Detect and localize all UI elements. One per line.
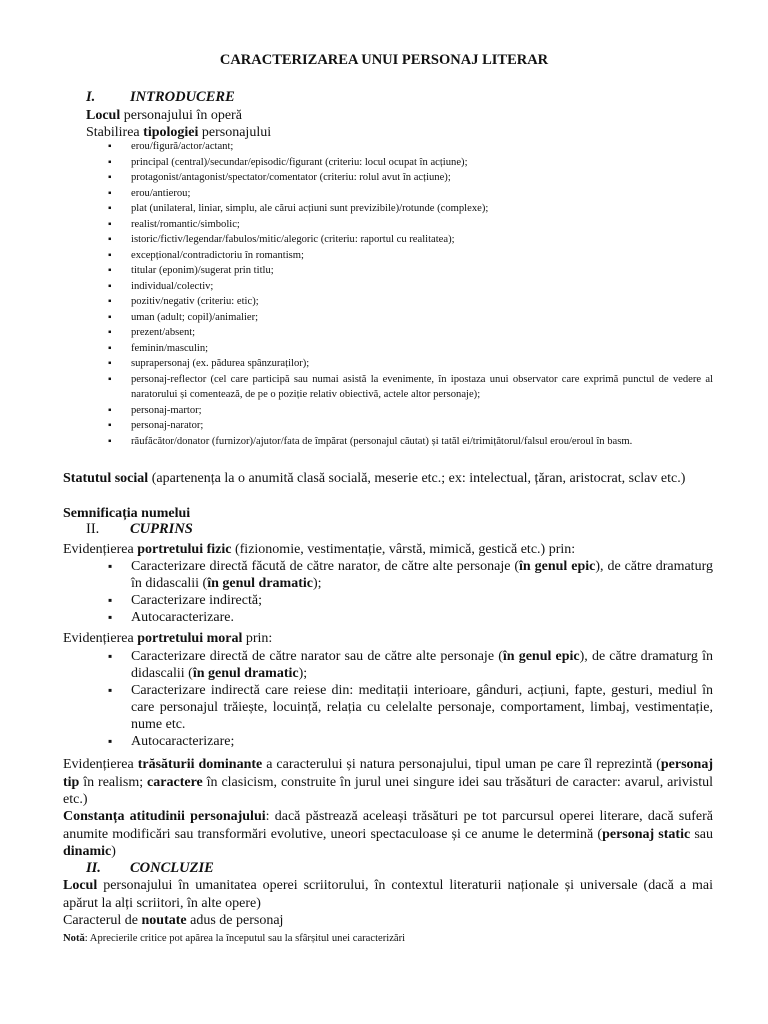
text-run: : Aprecierile critice pot apărea la începutul sau la sfârșitul unei caracterizări (84, 933, 406, 944)
text-run: Caracterizare directă făcută de către narator, de către alte personaje ( (131, 559, 520, 574)
text-bold: dinamic (63, 844, 112, 859)
moral-bold: portretului moral (137, 631, 243, 646)
locul-rest: personajului în operă (120, 108, 242, 123)
concluzie-paragraph (63, 877, 713, 912)
section-number-concluzie: II. (86, 860, 101, 876)
statut-rest: (apartenența la o anumită clasă socială, meserie etc.; ex: intelectual, țăran, aristocrat, sclav etc.) (148, 471, 686, 486)
section-heading-intro: INTRODUCERE (130, 89, 235, 105)
text-run: ); (312, 576, 322, 591)
text-bold: personaj tip (63, 757, 713, 790)
list-item: ▪ erou/antierou; (108, 186, 713, 202)
list-item: ▪ Caracterizare indirectă; (108, 592, 713, 609)
semnificatia-numelui: Semnificația numelui (63, 506, 191, 521)
list-item: ▪ personaj-reflector (cel care participă sau numai asistă la evenimente, în ipostaza unui observator care exprimă punctul de vedere al naratorului și comentează, de pe o poziție relativ obiectivă, actele altor personaje); (108, 372, 713, 403)
list-item: ▪ prezent/absent; (108, 325, 713, 341)
text-bold: în genul epic (519, 559, 596, 574)
section-heading-concluzie: CONCLUZIE (130, 860, 214, 876)
constanta-paragraph (63, 808, 713, 861)
text-run: ), de către dramaturg în didascalii ( (131, 649, 713, 681)
portret-fizic-line (63, 541, 575, 558)
fizic-bold: portretului fizic (137, 542, 232, 557)
list-item: ▪ realist/romantic/simbolic; (108, 217, 713, 233)
list-item: ▪ titular (eponim)/sugerat prin titlu; (108, 263, 713, 279)
list-item: ▪ individual/colectiv; (108, 279, 713, 295)
list-item: ▪ personaj-martor; (108, 403, 713, 419)
list-item (108, 558, 713, 592)
portret-moral-line (63, 630, 272, 647)
fizic-list (108, 558, 713, 626)
list-item (108, 648, 713, 682)
list-item: ▪ uman (adult; copil)/animalier; (108, 310, 713, 326)
list-item: ▪ Autocaracterizare. (108, 609, 713, 626)
text-run: Caracterul de (63, 913, 142, 928)
text-bold: în genul epic (502, 649, 580, 664)
section-number-intro: I. (86, 89, 96, 105)
text-run: în clasicism, construite în jurul unei singure idei sau trăsături de caracter: avarul, arivistul etc.) (63, 774, 713, 807)
list-item: ▪ răufăcător/donator (furnizor)/ajutor/fata de împărat (personajul căutat) și tatăl ei/trimițătorul/falsul erou/eroul în basm. (108, 434, 713, 450)
text-bold: caractere (147, 774, 203, 790)
nota-line (63, 931, 405, 947)
trasaturi-paragraph (63, 756, 713, 809)
typology-list (108, 139, 713, 449)
fizic-post: (fizionomie, vestimentație, vârstă, mimică, gestică etc.) prin: (231, 542, 576, 557)
text-run: adus de personaj (186, 913, 284, 928)
list-item: ▪ excepțional/contradictoriu în romantism; (108, 248, 713, 264)
list-item: ▪ feminin/masculin; (108, 341, 713, 357)
list-item: ▪ erou/figură/actor/actant; (108, 139, 713, 155)
text-bold: Constanța atitudinii personajului (63, 809, 266, 824)
list-item: ▪ protagonist/antagonist/spectator/comentator (criteriu: rolul avut în acțiune); (108, 170, 713, 186)
fizic-pre: Evidențierea (63, 542, 138, 557)
text-bold: Notă (63, 933, 85, 944)
text-run: Evidențierea (63, 757, 138, 772)
list-item: ▪ plat (unilateral, liniar, simplu, ale cărui acțiuni sunt previzibile)/rotunde (complexe); (108, 201, 713, 217)
text-run: ), de către dramaturg în didascalii ( (131, 559, 713, 591)
moral-post: prin: (242, 631, 273, 646)
list-item: ▪ personaj-narator; (108, 418, 713, 434)
text-run: ); (298, 666, 308, 681)
text-run: ) (111, 844, 116, 859)
list-item: ▪ Caracterizare indirectă care reiese din: meditații interioare, gânduri, acțiuni, fapte, gesturi, mediul în care personajul trăiește, locuință, relația cu celelalte personaje, comportament, limbaj, vestimentație, nume etc. (108, 682, 713, 733)
tipologie-pre: Stabilirea (86, 125, 144, 140)
text-bold: în genul dramatic (207, 576, 313, 591)
document-title: CARACTERIZAREA UNUI PERSONAJ LITERAR (219, 52, 549, 68)
moral-list (108, 648, 713, 750)
text-run: : dacă păstrează aceleași trăsături pe tot parcursul operei literare, dacă suferă anumite modificări sau transformări evolutive, uneori spectaculoase și ce anume le determină ( (63, 809, 713, 842)
statut-bold: Statutul social (63, 471, 149, 486)
noutate-line (63, 912, 283, 929)
list-item: ▪ istoric/fictiv/legendar/fabulos/mitic/alegoric (criteriu: raportul cu realitatea); (108, 232, 713, 248)
text-bold: trăsăturii dominante (137, 757, 263, 772)
moral-pre: Evidențierea (63, 631, 138, 646)
text-run: sau (690, 826, 713, 842)
text-run: personajului în umanitatea operei scriitorului, în contextul literaturii naționale și universale (dacă a mai apărut la alți scriitori, în alte opere) (63, 878, 713, 911)
text-bold: în genul dramatic (192, 666, 299, 681)
text-run: în realism; (79, 774, 148, 790)
list-item: ▪ Autocaracterizare; (108, 733, 713, 750)
list-item: ▪ principal (central)/secundar/episodic/figurant (criteriu: locul ocupat în acțiune); (108, 155, 713, 171)
locul-bold: Locul (86, 108, 121, 123)
section-heading-cuprins: CUPRINS (130, 521, 193, 537)
text-bold: noutate (141, 913, 187, 928)
text-bold: Locul (63, 878, 98, 893)
locul-line (86, 107, 242, 124)
list-item: ▪ suprapersonaj (ex. pădurea spânzuraților); (108, 356, 713, 372)
text-run: a caracterului și natura personajului, tipul uman pe care îl reprezintă ( (262, 757, 661, 772)
section-number-cuprins: II. (86, 521, 100, 537)
tipologie-bold: tipologiei (143, 125, 199, 140)
tipologie-post: personajului (198, 125, 272, 140)
list-item: ▪ pozitiv/negativ (criteriu: etic); (108, 294, 713, 310)
text-run: Caracterizare directă de către narator sau de către alte personaje ( (131, 649, 503, 664)
text-bold: personaj static (602, 826, 691, 842)
statut-social-paragraph (63, 470, 713, 488)
